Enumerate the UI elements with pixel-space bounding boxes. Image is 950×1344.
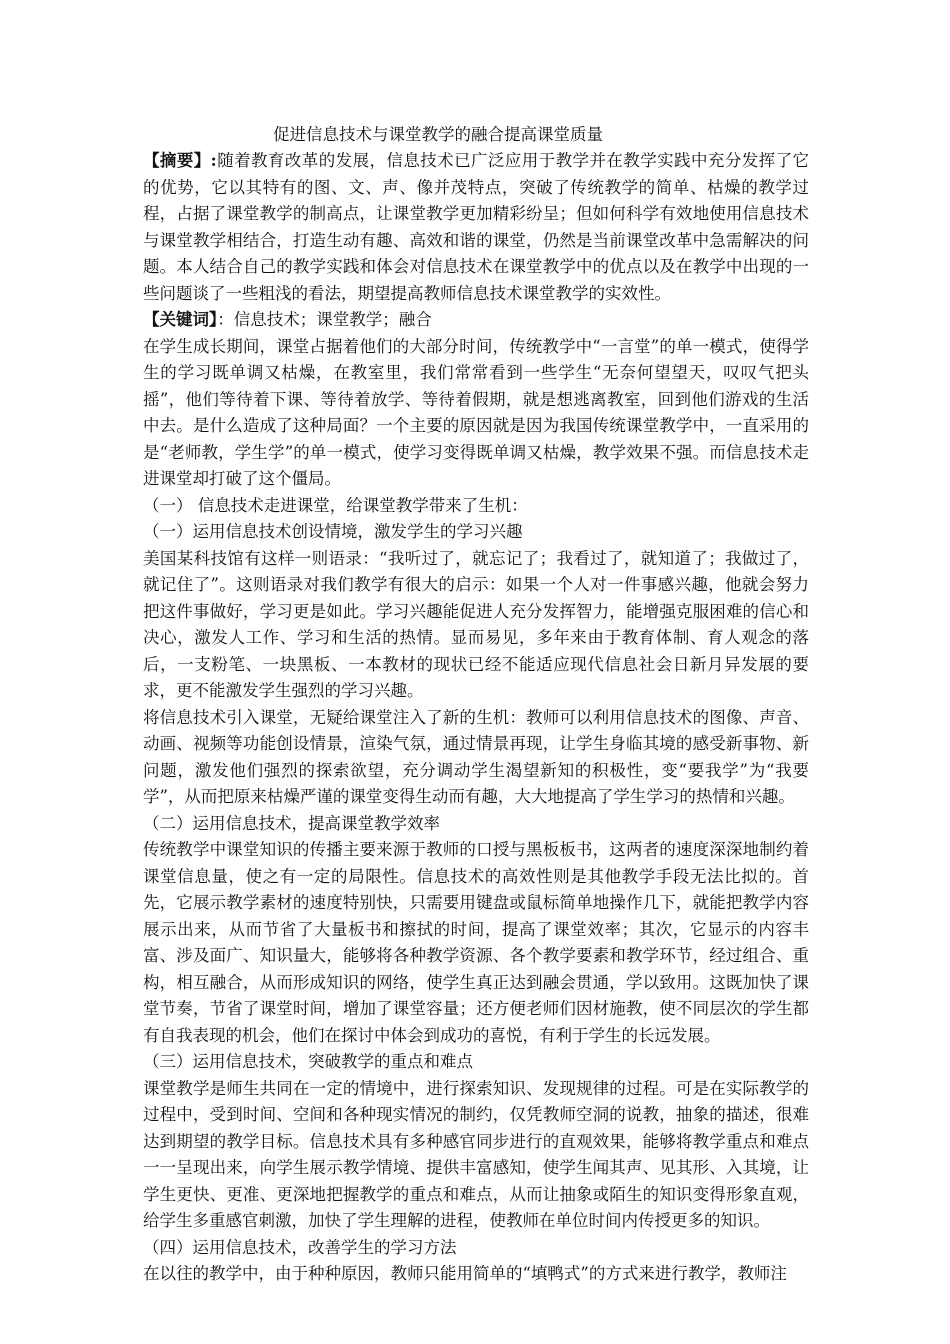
subsection-3-paragraph-1: 课堂教学是师生共同在一定的情境中，进行探索知识、发现规律的过程。可是在实际教学的过程中，受到时间、空间和各种现实情况的制约，仅凭教师空洞的说教，抽象的描述，很难达到期望的教学目标。信息技术具有多种感官同步进行的直观效果，能够将教学重点和难点一一呈现出来，向学生展示教学情境、提供丰富感知，使学生闻其声、见其形、入其境，让学生更快、更准、更深地把握教学的重点和难点，从而让抽象或陌生的知识变得形象直观，给学生多重感官刺激，加快了学生理解的进程，使教师在单位时间内传授更多的知识。 [143, 1078, 809, 1230]
abstract-text: 随着教育改革的发展，信息技术已广泛应用于教学并在教学实践中充分发挥了它的优势，它以其特有的图、文、声、像并茂特点，突破了传统教学的简单、枯燥的教学过程，占据了课堂教学的制高点，让课堂教学更加精彩纷呈；但如何科学有效地使用信息技术与课堂教学相结合，打造生动有趣、高效和谐的课堂，仍然是当前课堂改革中急需解决的问题。本人结合自己的教学实践和体会对信息技术在课堂教学中的优点以及在教学中出现的一些问题谈了一些粗浅的看法，期望提高教师信息技术课堂教学的实效性。 [143, 151, 810, 303]
document-title: 促进信息技术与课堂教学的融合提高课堂质量 [273, 125, 603, 144]
subsection-2-paragraph-1: 传统教学中课堂知识的传播主要来源于教师的口授与黑板板书，这两者的速度深深地制约着课堂信息量，使之有一定的局限性。信息技术的高效性则是其他教学手段无法比拟的。首先，它展示教学素材的速度特别快，只需要用键盘或鼠标简单地操作几下，就能把教学内容展示出来，从而节省了大量板书和擦拭的时间，提高了课堂效率；其次，它显示的内容丰富、涉及面广、知识量大，能够将各种教学资源、各个教学要素和教学环节，经过组合、重构，相互融合，从而形成知识的网络，使学生真正达到融会贯通，学以致用。这既加快了课堂节奏，节省了课堂时间，增加了课堂容量；还方便老师们因材施教，使不同层次的学生都有自我表现的机会，他们在探讨中体会到成功的喜悦，有利于学生的长远发展。 [143, 840, 809, 1045]
subsection-3-heading: （三）运用信息技术，突破教学的重点和难点 [143, 1052, 473, 1071]
subsection-1-heading: （一）运用信息技术创设情境，激发学生的学习兴趣 [143, 522, 523, 541]
keywords-label: 【关键词】 [143, 310, 218, 329]
subsection-4-paragraph-1: 在以往的教学中，由于种种原因，教师只能用简单的“填鸭式”的方式来进行教学，教师注 [143, 1264, 787, 1283]
keywords-paragraph [143, 307, 809, 334]
abstract-label: 【摘要】: [143, 151, 217, 170]
keywords-text: ：信息技术；课堂教学；融合 [217, 310, 432, 329]
subsection-1-paragraph-2: 将信息技术引入课堂，无疑给课堂注入了新的生机：教师可以利用信息技术的图像、声音、动画、视频等功能创设情景，渲染气氛，通过情景再现，让学生身临其境的感受新事物、新问题，激发他们强烈的探索欲望，充分调动学生渴望新知的积极性，变“要我学”为“我要学”，从而把原来枯燥严谨的课堂变得生动而有趣，大大地提高了学生学习的热情和兴趣。 [143, 707, 809, 806]
subsection-4-heading: （四）运用信息技术，改善学生的学习方法 [143, 1237, 457, 1257]
subsection-2-heading: （二）运用信息技术，提高课堂教学效率 [143, 813, 440, 833]
intro-paragraph: 在学生成长期间，课堂占据着他们的大部分时间，传统教学中“一言堂”的单一模式，使得学生的学习既单调又枯燥，在教室里，我们常常看到一些学生“无奈何望望天，叹叹气把头摇”，他们等待着下课、等待着放学、等待着假期，就是想逃离教室，回到他们游戏的生活中去。是什么造成了这种局面？一个主要的原因就是因为我国传统课堂教学中，一直采用的是“老师教，学生学”的单一模式，使学习变得既单调又枯燥，教学效果不强。而信息技术走进课堂却打破了这个僵局。 [143, 336, 809, 488]
document-page [143, 122, 809, 1288]
subsection-1-paragraph-1: 美国某科技馆有这样一则语录：“我听过了，就忘记了；我看过了，就知道了；我做过了，就记住了”。这则语录对我们教学有很大的启示：如果一个人对一件事感兴趣，他就会努力把这件事做好，学习更是如此。学习兴趣能促进人充分发挥智力，能增强克服困难的信心和决心，激发人工作、学习和生活的热情。显而易见，多年来由于教育体制、育人观念的落后，一支粉笔、一块黑板、一本教材的现状已经不能适应现代信息社会日新月异发展的要求，更不能激发学生强烈的学习兴趣。 [143, 548, 809, 700]
abstract-paragraph [143, 148, 809, 307]
section-heading: （一） 信息技术走进课堂，给课堂教学带来了生机： [143, 495, 528, 515]
